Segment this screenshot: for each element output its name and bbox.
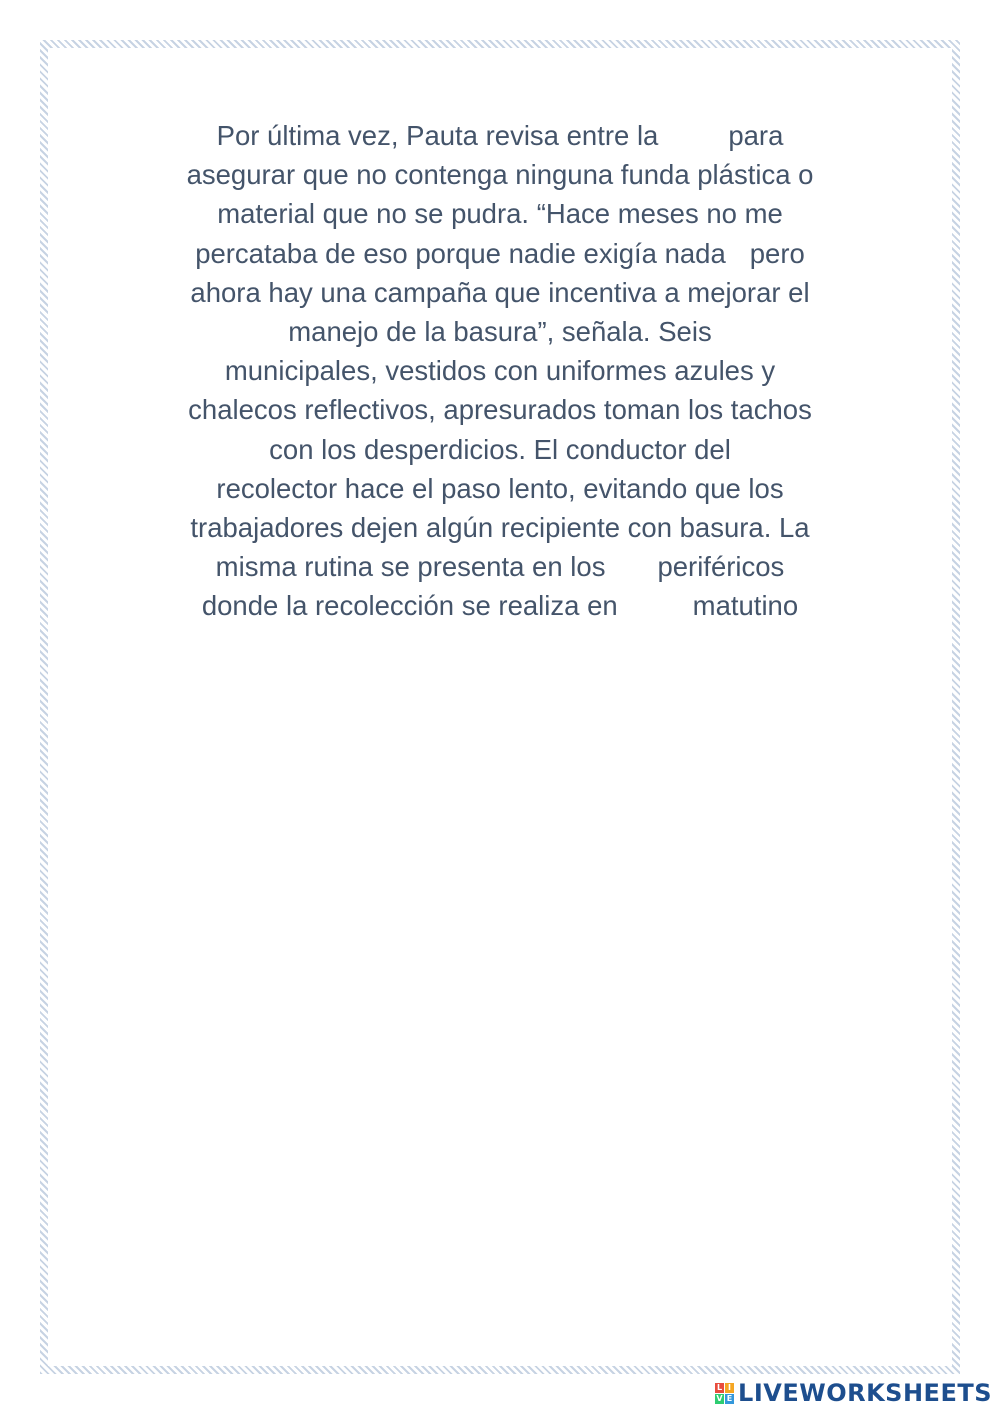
passage-line-1: Por última vez, Pauta revisa entre la para: [216, 120, 784, 151]
passage-line-13: donde la recolección se realiza en matutino: [201, 590, 799, 622]
logo-tile-e: E: [726, 1393, 733, 1403]
passage-line-5: ahora hay una campaña que incentiva a mejorar el: [190, 276, 810, 308]
passage-line-8: chalecos reflectivos, apresurados toman los tachos: [188, 394, 812, 426]
liveworksheets-brand: [715, 1379, 992, 1407]
liveworksheets-logo-icon: [715, 1383, 734, 1404]
passage-line-7: municipales, vestidos con uniformes azules y: [224, 355, 776, 387]
passage-line-3: material que no se pudra. “Hace meses no me: [217, 198, 783, 230]
passage-line-6: manejo de la basura”, señala. Seis: [288, 316, 712, 348]
reading-passage: [145, 116, 855, 626]
logo-tile-v: V: [716, 1393, 723, 1403]
passage-line-12: misma rutina se presenta en los periféricos: [215, 551, 785, 583]
passage-line-9: con los desperdicios. El conductor del: [269, 433, 731, 465]
passage-line-10: recolector hace el paso lento, evitando que los: [216, 472, 784, 504]
logo-tile-i: I: [725, 1383, 734, 1393]
passage-line-4: percataba de eso porque nadie exigía nada pero: [195, 237, 805, 269]
brand-name: LIVEWORKSHEETS: [738, 1379, 992, 1407]
passage-line-11: trabajadores dejen algún recipiente con basura. La: [190, 512, 810, 544]
passage-line-2: asegurar que no contenga ninguna funda plástica o: [186, 159, 814, 191]
logo-tile-l: L: [716, 1382, 723, 1392]
